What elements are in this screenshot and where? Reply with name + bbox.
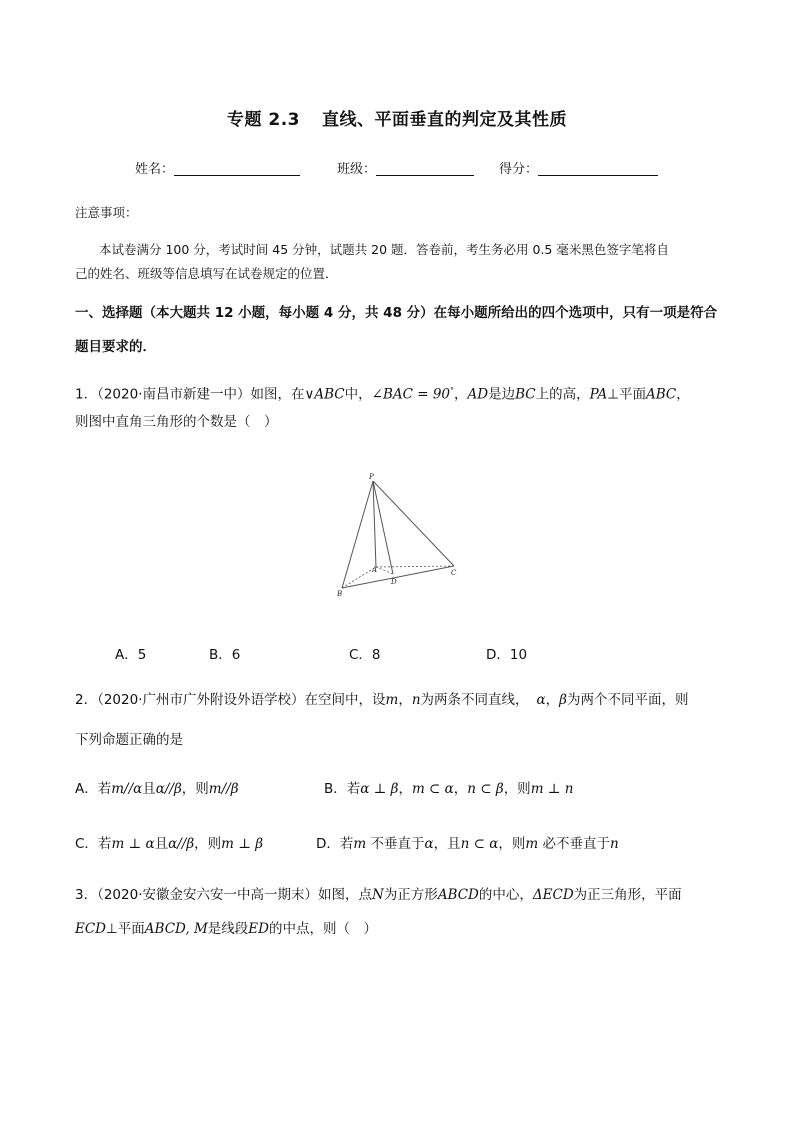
section-heading-line-1: 一、选择题（本大题共 12 小题，每小题 4 分，共 48 分）在每小题所给出的四个选项中，只有一项是符合 [75,305,718,321]
q1-option-a[interactable]: A．5 [115,647,147,663]
q2-source: （2020·广州市广外附设外语学校）在空间中，设 [97,692,386,708]
q2-option-a[interactable] [75,779,239,799]
title-main: 直线、平面垂直的判定及其性质 [322,110,568,130]
q2-option-a-text: 且 [142,781,156,797]
q2-option-b-math: m ⊂ α [411,781,454,797]
q2-option-d-text: 不垂直于 [366,836,425,852]
q1-option-d[interactable]: D．10 [486,647,528,663]
class-blank[interactable] [376,160,474,176]
q1-text: 中， [344,386,372,403]
q2-option-d-label: D．若 [316,836,354,852]
q3-line-2 [75,919,377,939]
q2-alpha: α [536,692,546,708]
q2-option-a-math: m//α [111,781,143,797]
q1-degree: ° [450,386,455,395]
q2-option-d-math: m [353,836,367,852]
q2-line-1 [75,690,688,710]
q1-line-1 [75,381,690,405]
q1-text: ⊥平面 [607,386,646,403]
q2-option-b-math: m ⊥ n [530,781,574,797]
q3-triangle: ΔECD [532,887,574,903]
q2-option-a-math: m//β [208,781,239,797]
q2-option-b-math: n ⊂ β [467,781,504,797]
name-blank[interactable] [174,160,300,176]
q1-text: 是边 [488,386,516,403]
q1-source: （2020·南昌市新建一中）如图，在 [97,386,305,403]
q2-option-d-math: n ⊂ α [460,836,499,852]
q2-option-d-math: α [424,836,434,852]
q2-option-d-math: n [609,836,619,852]
q1-abc: ABC [645,386,677,403]
q1-option-b[interactable]: B．6 [209,647,241,663]
label-d: D [391,578,397,586]
q2-option-d-text: ，则 [498,836,526,852]
class-field [337,158,474,177]
q2-m: m [385,692,399,708]
q2-n: n [411,692,421,708]
q2-beta: β [559,692,567,708]
q2-option-b-text: ， [453,781,468,797]
notice-heading: 注意事项： [75,205,138,220]
q3-text: 为正方形 [383,887,438,903]
q3-line-1 [75,885,682,905]
q1-angle: ∠BAC = 90 [371,386,451,403]
q2-number: 2． [75,692,98,708]
q2-option-d[interactable] [316,834,619,854]
edge-ac [376,566,454,567]
q2-option-a-math: α//β [155,781,182,797]
q2-text: 为两个不同平面，则 [566,692,689,708]
edge-pb [342,481,373,588]
score-field [499,158,658,177]
q3-abcd-m: ABCD, M [144,921,208,937]
page-title [0,105,794,130]
q2-option-a-text: ，则 [181,781,209,797]
edge-ad [376,567,393,574]
q2-line-2: 下列命题正确的是 [75,732,183,748]
name-label: 姓名： [135,162,175,177]
q3-text: ⊥平面 [106,921,145,937]
q2-text: ， [398,692,412,708]
q3-n: N [372,887,384,903]
q2-option-d-text: ，且 [433,836,461,852]
q2-option-c-text: 且 [154,836,169,852]
q1-pyramid-figure [330,468,465,603]
score-blank[interactable] [538,160,658,176]
q2-text: ， [545,692,560,708]
section-heading-line-2: 题目要求的． [75,339,156,355]
q1-text: 上的高， [535,386,590,403]
notice-line-2: 己的姓名、班级等信息填写在试卷规定的位置． [75,266,338,281]
q3-number: 3． [75,887,98,903]
q3-text: 的中心， [478,887,533,903]
q3-text: 为正三角形，平面 [573,887,682,903]
q2-option-b-label: B．若 [324,781,361,797]
title-prefix: 专题 2.3 [226,110,301,130]
q1-pa: PA [589,386,608,403]
q3-text: 的中点，则（ ） [268,921,377,937]
q2-text: 为两条不同直线， [420,692,529,708]
q3-ecd: ECD [75,921,107,937]
edge-pc [373,481,454,566]
q3-source: （2020·安徽金安六安一中高一期末）如图，点 [97,887,372,903]
q2-option-d-text: 必不垂直于 [538,836,610,852]
q2-option-a-label: A．若 [75,781,112,797]
label-b: B [337,590,343,598]
q3-ed: ED [248,921,269,937]
q1-number: 1． [75,386,98,403]
score-label: 得分： [499,162,539,177]
q3-abcd: ABCD [437,887,479,903]
q2-option-c-text: ，则 [194,836,222,852]
q2-option-b[interactable] [324,779,573,799]
class-label: 班级： [337,162,377,177]
q1-triangle: ∨ABC [304,386,345,403]
label-a: A [372,566,378,574]
q2-option-c-label: C．若 [75,836,112,852]
name-field [135,158,300,177]
q1-text: ， [454,386,468,403]
q1-option-c[interactable]: C．8 [349,647,381,663]
q1-line-2: 则图中直角三角形的个数是（ ） [75,414,278,430]
q2-option-d-math: m [525,836,539,852]
q2-option-c[interactable] [75,834,263,854]
q2-option-c-math: α//β [168,836,195,852]
label-p: P [369,473,374,481]
edge-bc [342,566,454,588]
notice-line-1: 本试卷满分 100 分，考试时间 45 分钟，试题共 20 题．答卷前，考生务必用 0.5 毫米黑色签字笔将自 [99,242,669,257]
q1-ad: AD [467,386,489,403]
label-c: C [451,569,457,577]
q2-option-c-math: m ⊥ α [111,836,155,852]
q2-option-b-text: ，则 [503,781,531,797]
q3-text: 是线段 [207,921,249,937]
q2-option-b-text: ， [398,781,412,797]
q2-option-b-math: α ⊥ β [360,781,399,797]
q1-text: ， [676,386,690,403]
q1-bc: BC [515,386,536,403]
q2-option-c-math: m ⊥ β [221,836,264,852]
